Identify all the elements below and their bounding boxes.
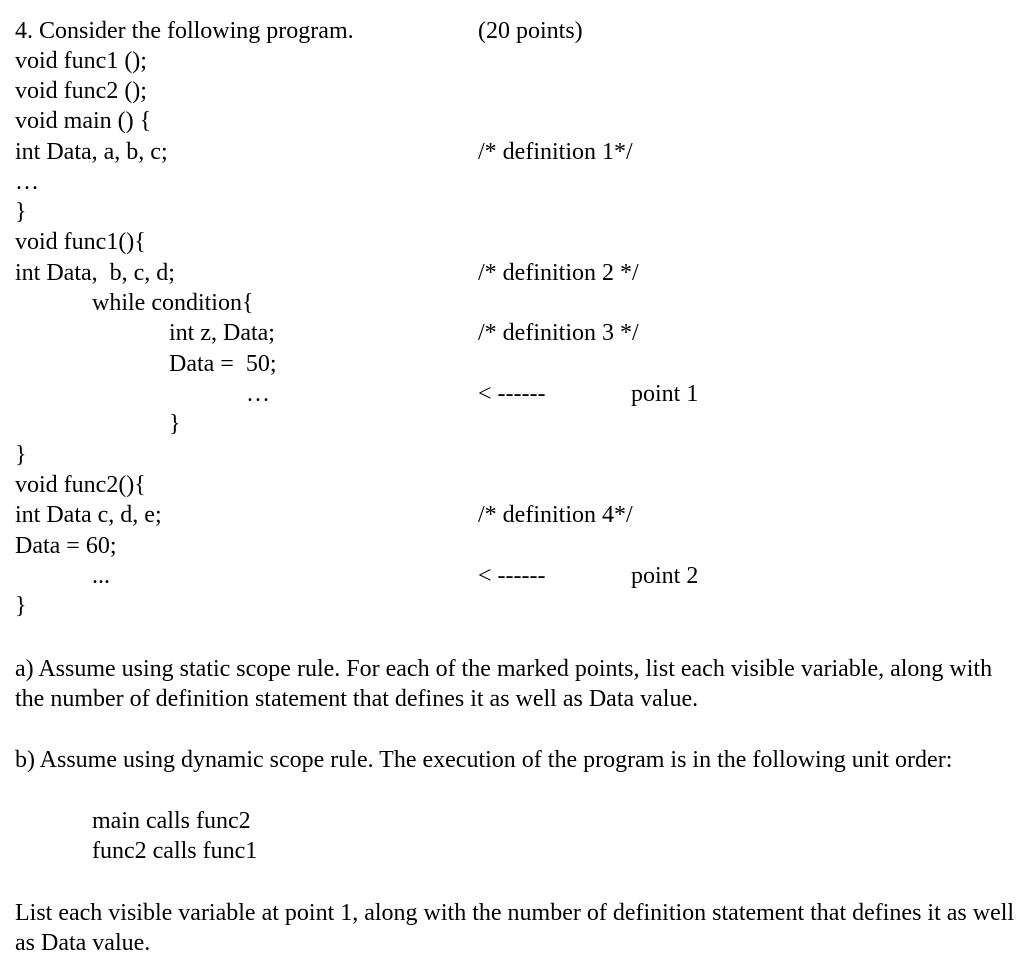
annotation-definition-4: /* definition 4*/ <box>478 502 633 528</box>
part-b-step-1: main calls func2 <box>92 808 251 834</box>
arrow-point-2: < ------ <box>478 563 546 589</box>
code-line-main-ellipsis: … <box>15 169 39 195</box>
question-heading: 4. Consider the following program. <box>15 18 354 44</box>
code-line-data-assign-60: Data = 60; <box>15 533 117 559</box>
code-line-func2-declaration: int Data c, d, e; <box>15 502 162 528</box>
code-line-while: while condition{ <box>92 290 254 316</box>
part-b-step-2: func2 calls func1 <box>92 838 258 864</box>
annotation-definition-1: /* definition 1*/ <box>478 139 633 165</box>
code-line-func2-signature: void func2(){ <box>15 472 146 498</box>
part-b-question: List each visible variable at point 1, along with the number of definition statement that defines it as well as Data value. <box>15 900 1015 956</box>
code-line-main-close: } <box>15 199 27 225</box>
code-line-data-assign-50: Data = 50; <box>169 351 277 377</box>
part-a-text: a) Assume using static scope rule. For each of the marked points, list each visible variable, along with the number of definition statement that defines it as well as Data value. <box>15 656 993 712</box>
point-2-label: point 2 <box>631 563 699 589</box>
code-line-func1-signature: void func1(){ <box>15 229 146 255</box>
arrow-point-1: < ------ <box>478 381 546 407</box>
code-line-inner-declaration: int z, Data; <box>169 320 275 346</box>
code-line-main-declaration: int Data, a, b, c; <box>15 139 168 165</box>
code-line-func1-ellipsis: … <box>246 381 270 407</box>
code-line-func2-close: } <box>15 593 27 619</box>
question-points: (20 points) <box>478 18 583 44</box>
code-line-while-close: } <box>169 411 181 437</box>
code-line-func2-ellipsis: ... <box>92 563 110 589</box>
code-line-func1-close: } <box>15 442 27 468</box>
code-line-func1-declaration: int Data, b, c, d; <box>15 260 175 286</box>
part-b-intro: b) Assume using dynamic scope rule. The execution of the program is in the following unit order: <box>15 747 953 773</box>
annotation-definition-2: /* definition 2 */ <box>478 260 639 286</box>
annotation-definition-3: /* definition 3 */ <box>478 320 639 346</box>
point-1-label: point 1 <box>631 381 699 407</box>
code-line-proto-func2: void func2 (); <box>15 78 147 104</box>
code-line-proto-func1: void func1 (); <box>15 48 147 74</box>
code-line-main-signature: void main () { <box>15 108 152 134</box>
